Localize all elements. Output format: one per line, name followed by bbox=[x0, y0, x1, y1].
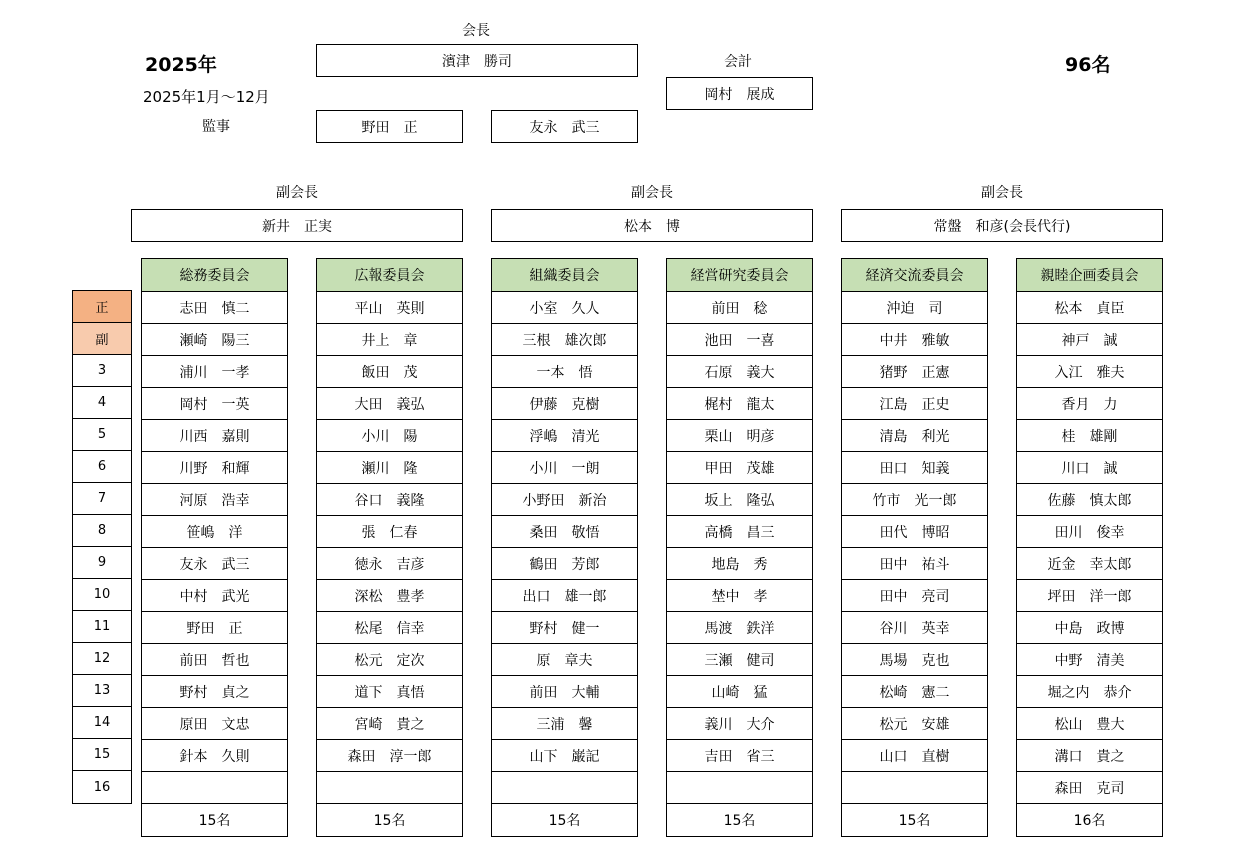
member-cell: 松元 安雄 bbox=[842, 708, 987, 740]
row-label: 14 bbox=[73, 707, 131, 739]
member-cell: 松尾 信幸 bbox=[317, 612, 462, 644]
member-cell: 香月 力 bbox=[1017, 388, 1162, 420]
committee-count: 15名 bbox=[373, 813, 406, 829]
member-cell: 張 仁春 bbox=[317, 516, 462, 548]
member-cell bbox=[842, 772, 987, 804]
member-cell bbox=[667, 772, 812, 804]
member-cell: 松山 豊大 bbox=[1017, 708, 1162, 740]
member-cell: 笹嶋 洋 bbox=[142, 516, 287, 548]
committee-count: 15名 bbox=[198, 813, 231, 829]
member-cell: 宮崎 貴之 bbox=[317, 708, 462, 740]
period-text: 2025年1月～12月 bbox=[143, 88, 270, 106]
member-cell: 中野 清美 bbox=[1017, 644, 1162, 676]
member-cell: 井上 章 bbox=[317, 324, 462, 356]
auditor-box-1: 野田 正 bbox=[316, 110, 463, 143]
row-label: 4 bbox=[73, 387, 131, 419]
vp-box-2: 松本 博 bbox=[491, 209, 813, 242]
committee-header: 広報委員会 bbox=[317, 259, 462, 292]
committee-header: 親睦企画委員会 bbox=[1017, 259, 1162, 292]
member-cell: 徳永 吉彦 bbox=[317, 548, 462, 580]
row-label: 9 bbox=[73, 547, 131, 579]
total-count: 96名 bbox=[1065, 54, 1111, 76]
member-cell: 三根 雄次郎 bbox=[492, 324, 637, 356]
member-cell: 竹市 光一郎 bbox=[842, 484, 987, 516]
vp-box-3: 常盤 和彦(会長代行) bbox=[841, 209, 1163, 242]
member-cell: 大田 義弘 bbox=[317, 388, 462, 420]
member-cell: 小川 一朗 bbox=[492, 452, 637, 484]
member-cell: 山下 巌記 bbox=[492, 740, 637, 772]
row-label: 7 bbox=[73, 483, 131, 515]
auditor-box-2: 友永 武三 bbox=[491, 110, 638, 143]
member-cell: 原田 文忠 bbox=[142, 708, 287, 740]
member-cell: 志田 慎二 bbox=[142, 292, 287, 324]
row-label: 副 bbox=[73, 323, 131, 355]
member-cell: 森田 淳一郎 bbox=[317, 740, 462, 772]
row-label-column bbox=[72, 290, 132, 804]
member-cell: 三浦 馨 bbox=[492, 708, 637, 740]
committee-header: 経営研究委員会 bbox=[667, 259, 812, 292]
member-cell: 原 章夫 bbox=[492, 644, 637, 676]
member-cell: 猪野 正憲 bbox=[842, 356, 987, 388]
member-cell: 平山 英則 bbox=[317, 292, 462, 324]
member-cell: 田代 博昭 bbox=[842, 516, 987, 548]
member-cell: 神戸 誠 bbox=[1017, 324, 1162, 356]
member-cell: 入江 雅夫 bbox=[1017, 356, 1162, 388]
member-cell: 伊藤 克樹 bbox=[492, 388, 637, 420]
member-cell: 野村 健一 bbox=[492, 612, 637, 644]
member-cell: 野田 正 bbox=[142, 612, 287, 644]
member-cell: 友永 武三 bbox=[142, 548, 287, 580]
member-cell: 松崎 憲二 bbox=[842, 676, 987, 708]
member-cell: 甲田 茂雄 bbox=[667, 452, 812, 484]
auditor-label: 監事 bbox=[202, 119, 230, 135]
vp-label-1: 副会長 bbox=[276, 185, 318, 201]
row-label: 10 bbox=[73, 579, 131, 611]
member-cell: 近金 幸太郎 bbox=[1017, 548, 1162, 580]
member-cell: 前田 稔 bbox=[667, 292, 812, 324]
member-cell: 松元 定次 bbox=[317, 644, 462, 676]
member-cell bbox=[492, 772, 637, 804]
member-cell: 瀬川 隆 bbox=[317, 452, 462, 484]
member-cell: 野村 貞之 bbox=[142, 676, 287, 708]
row-label: 8 bbox=[73, 515, 131, 547]
member-cell: 高橋 昌三 bbox=[667, 516, 812, 548]
member-cell: 坪田 洋一郎 bbox=[1017, 580, 1162, 612]
committee-count: 15名 bbox=[548, 813, 581, 829]
treasurer-label: 会計 bbox=[724, 54, 752, 70]
row-label: 正 bbox=[73, 291, 131, 323]
row-label: 11 bbox=[73, 611, 131, 643]
member-cell: 一本 悟 bbox=[492, 356, 637, 388]
member-cell: 小室 久人 bbox=[492, 292, 637, 324]
member-cell: 浮嶋 清光 bbox=[492, 420, 637, 452]
committee-column bbox=[316, 258, 463, 837]
member-cell: 梶村 龍太 bbox=[667, 388, 812, 420]
row-label: 3 bbox=[73, 355, 131, 387]
committee-column bbox=[141, 258, 288, 837]
row-label: 5 bbox=[73, 419, 131, 451]
vp-label-3: 副会長 bbox=[981, 185, 1023, 201]
member-cell: 中村 武光 bbox=[142, 580, 287, 612]
member-cell: 桂 雄剛 bbox=[1017, 420, 1162, 452]
member-cell: 前田 哲也 bbox=[142, 644, 287, 676]
member-cell: 溝口 貴之 bbox=[1017, 740, 1162, 772]
member-cell: 堀之内 恭介 bbox=[1017, 676, 1162, 708]
member-cell: 中島 政博 bbox=[1017, 612, 1162, 644]
member-cell: 田中 亮司 bbox=[842, 580, 987, 612]
committee-column bbox=[491, 258, 638, 837]
row-label: 16 bbox=[93, 779, 111, 795]
row-label: 12 bbox=[73, 643, 131, 675]
member-cell: 小川 陽 bbox=[317, 420, 462, 452]
member-cell: 飯田 茂 bbox=[317, 356, 462, 388]
treasurer-box: 岡村 展成 bbox=[666, 77, 813, 110]
year-title: 2025年 bbox=[145, 54, 217, 76]
member-cell: 馬渡 鉄洋 bbox=[667, 612, 812, 644]
member-cell: 地島 秀 bbox=[667, 548, 812, 580]
member-cell: 森田 克司 bbox=[1017, 772, 1162, 804]
member-cell: 川西 嘉則 bbox=[142, 420, 287, 452]
member-cell: 瀬崎 陽三 bbox=[142, 324, 287, 356]
member-cell: 谷口 義隆 bbox=[317, 484, 462, 516]
member-cell: 三瀬 健司 bbox=[667, 644, 812, 676]
committee-header: 組織委員会 bbox=[492, 259, 637, 292]
member-cell: 江島 正史 bbox=[842, 388, 987, 420]
member-cell: 岡村 一英 bbox=[142, 388, 287, 420]
member-cell: 石原 義大 bbox=[667, 356, 812, 388]
member-cell bbox=[317, 772, 462, 804]
committee-count: 15名 bbox=[898, 813, 931, 829]
member-cell: 清島 利光 bbox=[842, 420, 987, 452]
member-cell: 浦川 一孝 bbox=[142, 356, 287, 388]
member-cell: 馬場 克也 bbox=[842, 644, 987, 676]
member-cell: 佐藤 慎太郎 bbox=[1017, 484, 1162, 516]
member-cell: 田川 俊幸 bbox=[1017, 516, 1162, 548]
member-cell bbox=[142, 772, 287, 804]
member-cell: 坂上 隆弘 bbox=[667, 484, 812, 516]
member-cell: 埜中 孝 bbox=[667, 580, 812, 612]
committee-header: 経済交流委員会 bbox=[842, 259, 987, 292]
president-box: 濱津 勝司 bbox=[316, 44, 638, 77]
row-label: 6 bbox=[73, 451, 131, 483]
member-cell: 栗山 明彦 bbox=[667, 420, 812, 452]
member-cell: 義川 大介 bbox=[667, 708, 812, 740]
member-cell: 中井 雅敏 bbox=[842, 324, 987, 356]
member-cell: 沖迫 司 bbox=[842, 292, 987, 324]
committee-column bbox=[1016, 258, 1163, 837]
member-cell: 針本 久則 bbox=[142, 740, 287, 772]
member-cell: 田口 知義 bbox=[842, 452, 987, 484]
member-cell: 道下 真悟 bbox=[317, 676, 462, 708]
vp-box-1: 新井 正実 bbox=[131, 209, 463, 242]
member-cell: 川口 誠 bbox=[1017, 452, 1162, 484]
member-cell: 池田 一喜 bbox=[667, 324, 812, 356]
member-cell: 深松 豊孝 bbox=[317, 580, 462, 612]
member-cell: 田中 祐斗 bbox=[842, 548, 987, 580]
member-cell: 松本 貞臣 bbox=[1017, 292, 1162, 324]
member-cell: 川野 和輝 bbox=[142, 452, 287, 484]
vp-label-2: 副会長 bbox=[631, 185, 673, 201]
president-label: 会長 bbox=[462, 23, 490, 39]
member-cell: 桑田 敬悟 bbox=[492, 516, 637, 548]
member-cell: 谷川 英幸 bbox=[842, 612, 987, 644]
row-label: 15 bbox=[73, 739, 131, 771]
committee-column bbox=[666, 258, 813, 837]
member-cell: 小野田 新治 bbox=[492, 484, 637, 516]
member-cell: 山口 直樹 bbox=[842, 740, 987, 772]
member-cell: 出口 雄一郎 bbox=[492, 580, 637, 612]
committee-count: 15名 bbox=[723, 813, 756, 829]
member-cell: 前田 大輔 bbox=[492, 676, 637, 708]
row-label: 13 bbox=[73, 675, 131, 707]
committee-header: 総務委員会 bbox=[142, 259, 287, 292]
member-cell: 山崎 猛 bbox=[667, 676, 812, 708]
member-cell: 鶴田 芳郎 bbox=[492, 548, 637, 580]
committee-count: 16名 bbox=[1073, 813, 1106, 829]
committee-column bbox=[841, 258, 988, 837]
member-cell: 吉田 省三 bbox=[667, 740, 812, 772]
member-cell: 河原 浩幸 bbox=[142, 484, 287, 516]
